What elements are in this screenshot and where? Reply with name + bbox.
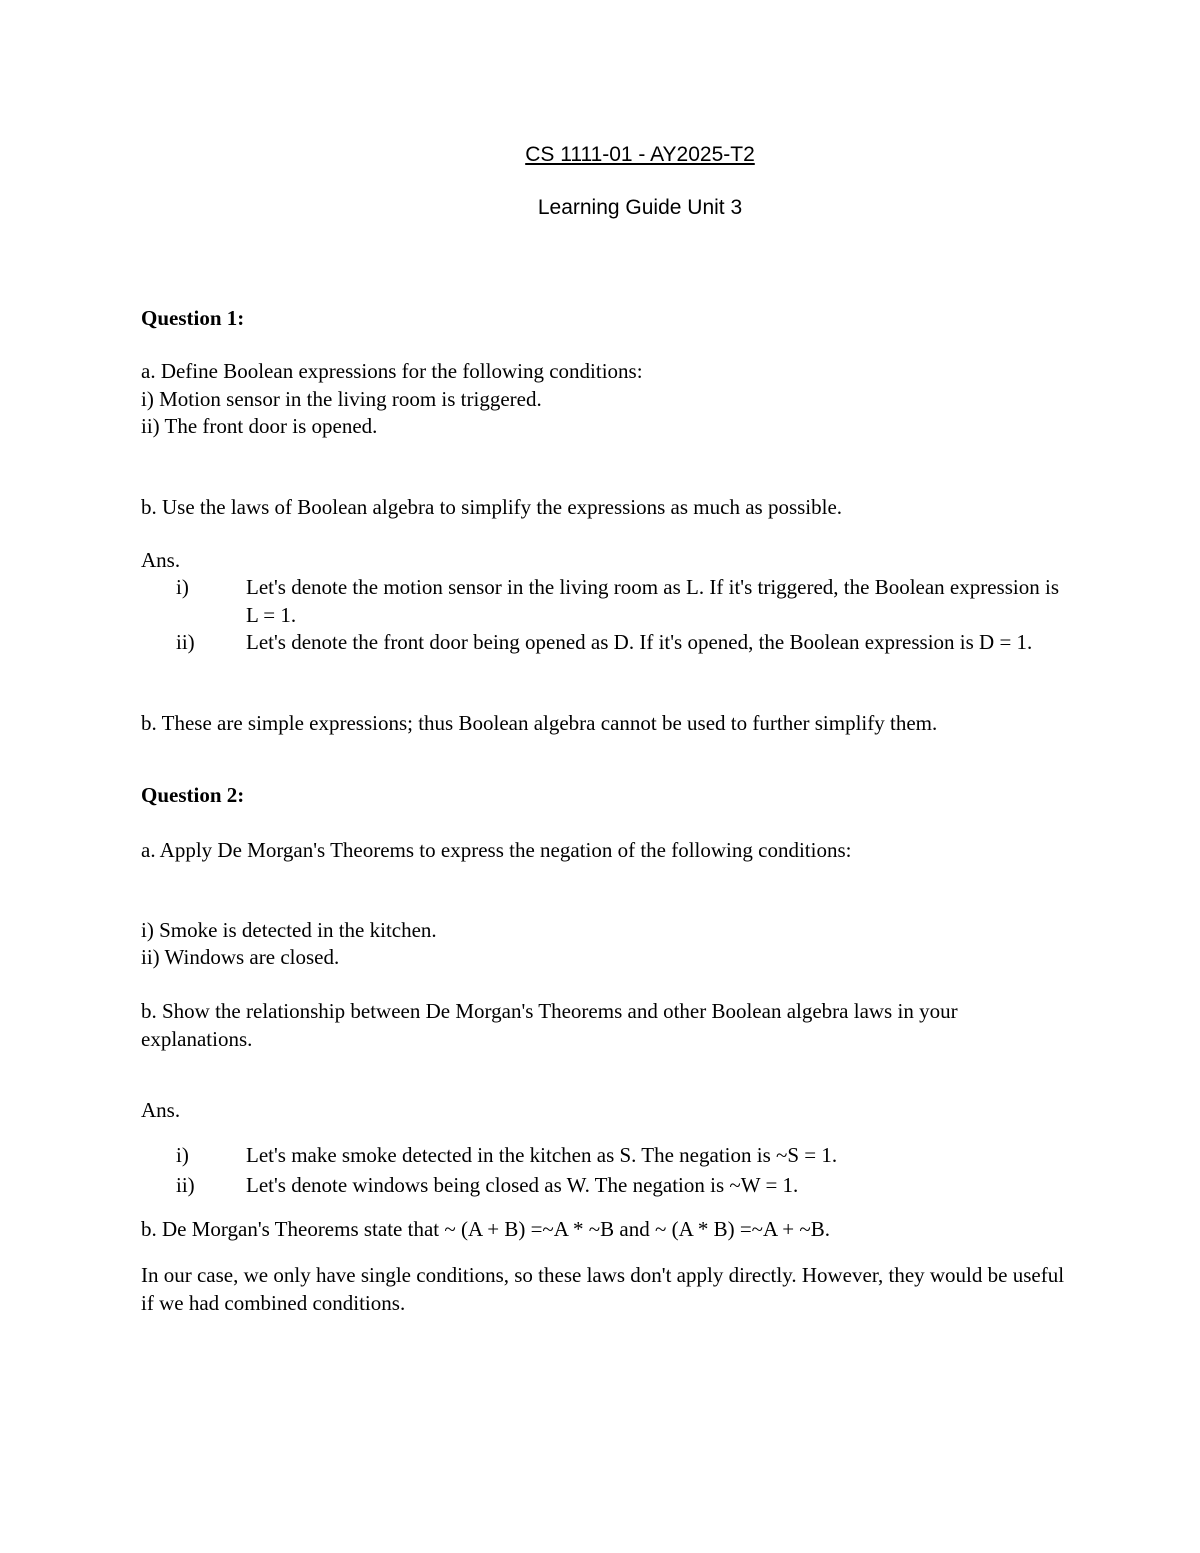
- question-2-condition-i: i) Smoke is detected in the kitchen.: [141, 918, 437, 942]
- question-2-part-b: b. Show the relationship between De Morgan's Theorems and other Boolean algebra laws in your explanations.: [141, 999, 958, 1051]
- question-1-answer-i-text: Let's denote the motion sensor in the living room as L. If it's triggered, the Boolean expression is L = 1.: [246, 575, 1059, 627]
- question-2-answer-i-number: i): [176, 1143, 189, 1167]
- course-title: CS 1111-01 - AY2025-T2: [525, 143, 755, 166]
- question-2-answer-ii-number: ii): [176, 1173, 195, 1197]
- question-2-answer-b: b. De Morgan's Theorems state that ~ (A + B) =~A * ~B and ~ (A * B) =~A + ~B.: [141, 1217, 831, 1241]
- question-1-heading: Question 1:: [141, 306, 245, 330]
- question-1-condition-i: i) Motion sensor in the living room is triggered.: [141, 387, 542, 411]
- question-1-answer-i-number: i): [176, 575, 189, 599]
- question-1-condition-ii: ii) The front door is opened.: [141, 414, 378, 438]
- question-2-answer-ii-text: Let's denote windows being closed as W. The negation is ~W = 1.: [246, 1173, 799, 1197]
- question-1-answer-label: Ans.: [141, 548, 181, 572]
- question-1-part-b: b. Use the laws of Boolean algebra to simplify the expressions as much as possible.: [141, 495, 843, 519]
- question-1-answer-ii-number: ii): [176, 630, 195, 654]
- question-2-conclusion: In our case, we only have single conditions, so these laws don't apply directly. However, they would be useful if we had combined conditions.: [141, 1263, 1065, 1315]
- question-1-answer-b: b. These are simple expressions; thus Boolean algebra cannot be used to further simplify them.: [141, 711, 938, 735]
- question-2-answer-i-text: Let's make smoke detected in the kitchen as S. The negation is ~S = 1.: [246, 1143, 838, 1167]
- question-2-part-a: a. Apply De Morgan's Theorems to express the negation of the following conditions:: [141, 838, 852, 862]
- question-1-part-a: a. Define Boolean expressions for the following conditions:: [141, 359, 643, 383]
- document-subtitle: Learning Guide Unit 3: [537, 196, 743, 219]
- question-2-condition-ii: ii) Windows are closed.: [141, 945, 340, 969]
- question-1-answer-ii-text: Let's denote the front door being opened as D. If it's opened, the Boolean expression is D = 1.: [246, 630, 1033, 654]
- question-2-heading: Question 2:: [141, 783, 245, 807]
- question-2-answer-label: Ans.: [141, 1098, 181, 1122]
